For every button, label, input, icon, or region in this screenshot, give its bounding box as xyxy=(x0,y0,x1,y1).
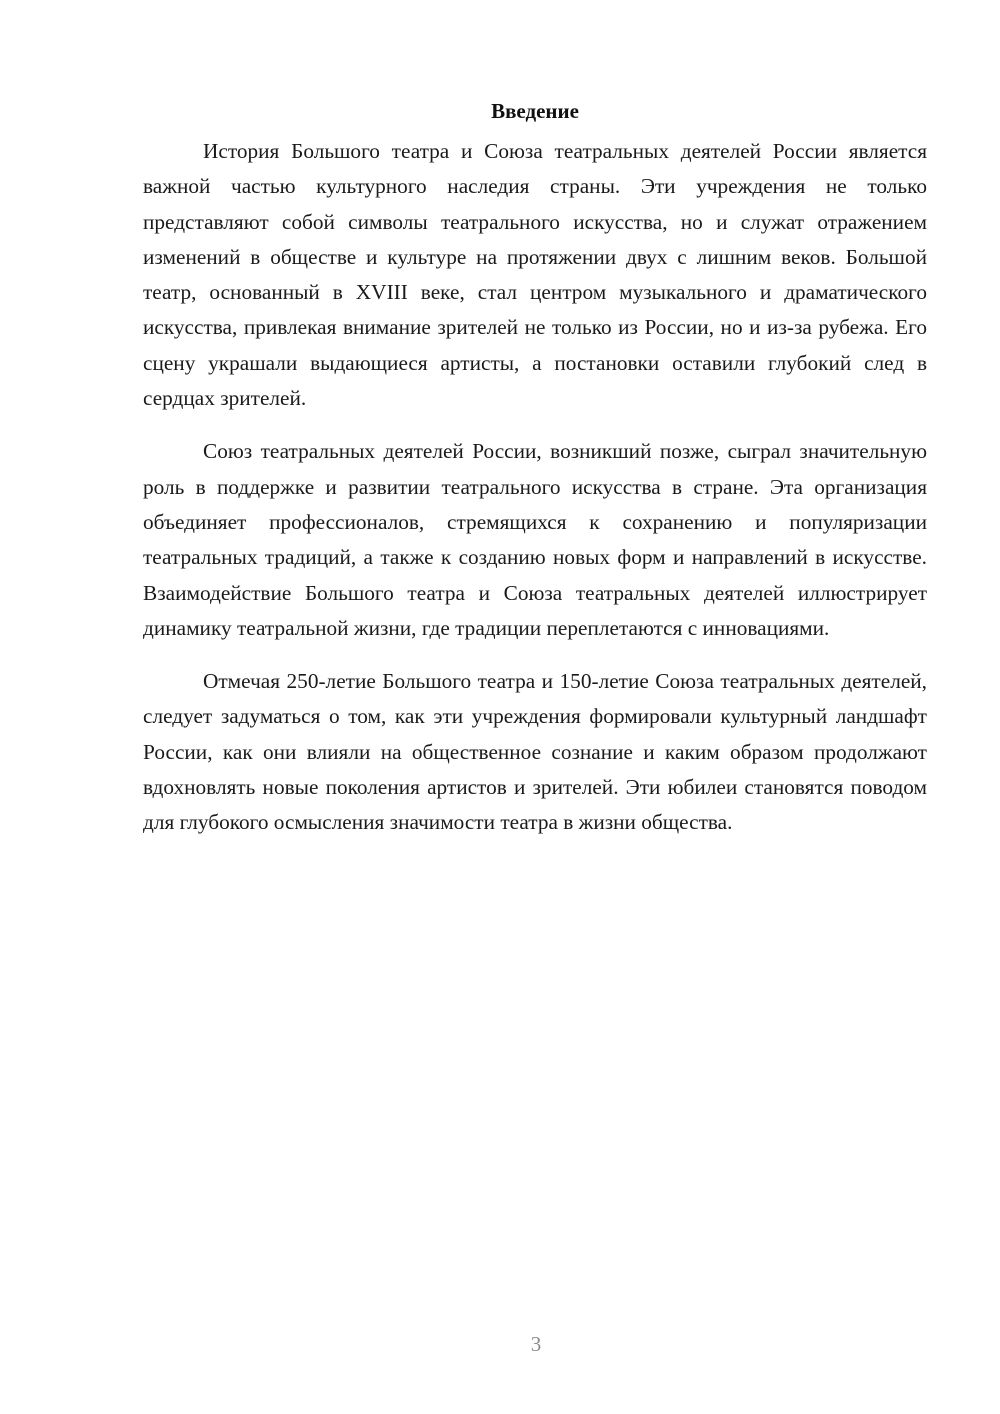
paragraph: Отмечая 250-летие Большого театра и 150-летие Союза театральных деятелей, следует задуматься о том, как эти учреждения формировали культурный ландшафт России, как они влияли на общественное сознание и каким образом продолжают вдохновлять новые поколения артистов и зрителей. Эти юбилеи становятся поводом для глубокого осмысления значимости театра в жизни общества. xyxy=(143,669,927,835)
page-number: 3 xyxy=(530,1332,542,1356)
paragraph: История Большого театра и Союза театральных деятелей России является важной частью культурного наследия страны. Эти учреждения не только представляют собой символы театрального искусства, но и служат отражением изменений в обществе и культуре на протяжении двух с лишним веков. Большой театр, основанный в XVIII веке, стал центром музыкального и драматического искусства, привлекая внимание зрителей не только из России, но и из-за рубежа. Его сцену украшали выдающиеся артисты, а постановки оставили глубокий след в сердцах зрителей. xyxy=(143,139,927,411)
page-content xyxy=(143,94,927,859)
paragraph: Союз театральных деятелей России, возникший позже, сыграл значительную роль в поддержке и развитии театрального искусства в стране. Эта организация объединяет профессионалов, стремящихся к сохранению и популяризации театральных традиций, а также к созданию новых форм и направлений в искусстве. Взаимодействие Большого театра и Союза театральных деятелей иллюстрирует динамику театральной жизни, где традиции переплетаются с инновациями. xyxy=(143,439,927,640)
section-title: Введение xyxy=(491,99,579,123)
